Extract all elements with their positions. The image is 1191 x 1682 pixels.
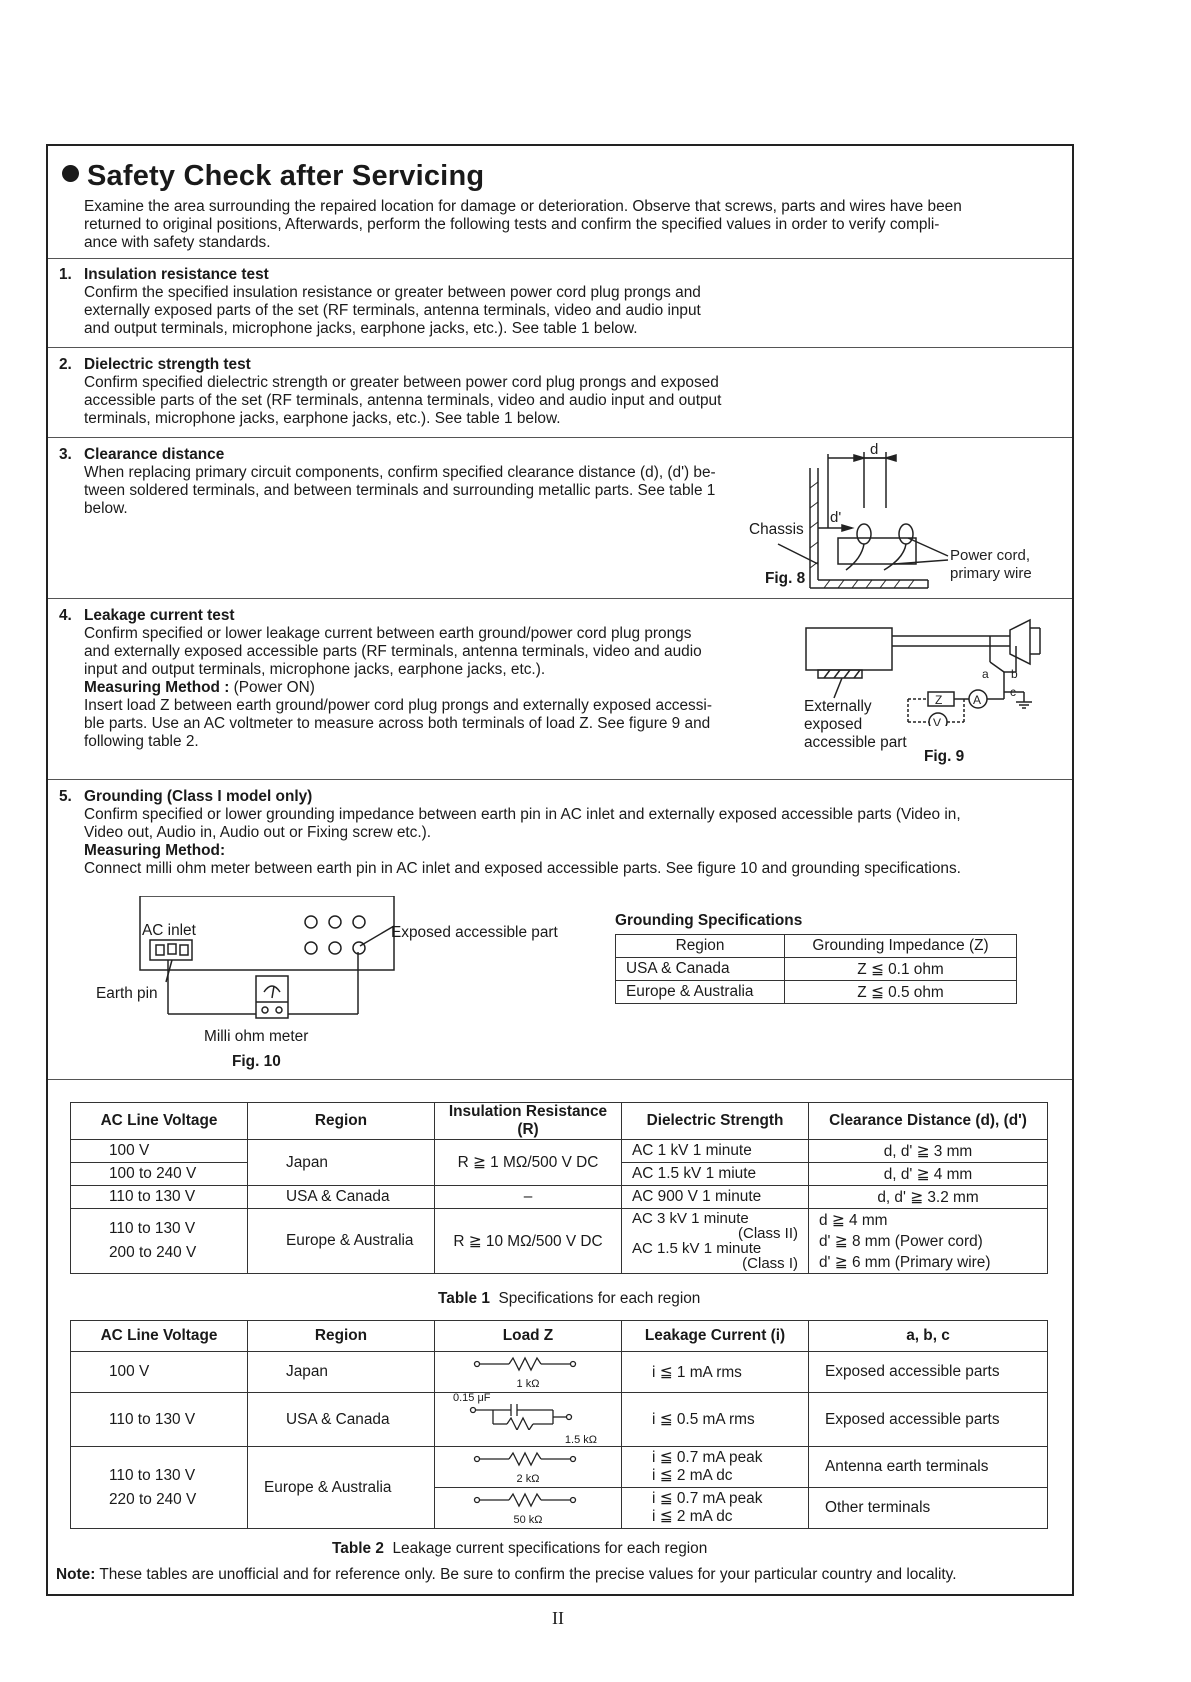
section-heading: Dielectric strength test xyxy=(84,356,251,373)
grounding-title: Grounding Specifications xyxy=(615,912,803,929)
svg-text:V: V xyxy=(933,716,942,726)
table-row: Europe & Australia Z ≦ 0.5 ohm xyxy=(616,981,1017,1004)
fig8-label: Fig. 8 xyxy=(765,570,806,587)
fig8-diagram xyxy=(768,438,1068,598)
divider xyxy=(48,779,1072,780)
method-label: Measuring Method: xyxy=(84,842,226,859)
fig8-dprime-label: d' xyxy=(830,509,842,526)
fig8-power-label: Power cord, xyxy=(950,547,1031,564)
divider xyxy=(48,258,1072,259)
table-row: 100 V Japan 1 kΩ i ≦ 1 mA rms Exposed accessible parts xyxy=(71,1352,1048,1393)
table-1-caption: Table 1 Specifications for each region xyxy=(438,1290,701,1307)
divider xyxy=(48,598,1072,599)
intro-text: Examine the area surrounding the repaired location for damage or deterioration. Observe that screws, parts and wires have been returned to original positions, Afterwards, perform the following tests and confirm the specified values in order to verify compli- ance with safety standards. xyxy=(84,198,962,251)
resistor-icon xyxy=(473,1449,583,1469)
table-row: 100 to 240 V AC 1.5 kV 1 miute d, d' ≧ 4 mm xyxy=(71,1163,1048,1186)
page-title: Safety Check after Servicing xyxy=(62,160,484,193)
fig9-label: Fig. 9 xyxy=(924,748,965,765)
table-row: 100 V Japan R ≧ 1 MΩ/500 V DC AC 1 kV 1 minute d, d' ≧ 3 mm xyxy=(71,1140,1048,1163)
grounding-table xyxy=(615,934,1017,1004)
rc-network-icon xyxy=(463,1404,593,1430)
fig8-primary-label: primary wire xyxy=(950,565,1032,582)
resistor-icon xyxy=(473,1490,583,1510)
table-row: 50 kΩ i ≦ 0.7 mA peak i ≦ 2 mA dc Other terminals xyxy=(71,1488,1048,1529)
table-2: AC Line Voltage Region Load Z Leakage Current (i) a, b, c 100 V Japan 1 kΩ i ≦ 1 mA rms Exposed accessible parts 110 to 130 V USA & Canada 0.15 μF 1.5 kΩ i ≦ 0.5 mA rms Exposed accessible parts 110 to 130 V 220 to 240 V Europe & Australia 2 kΩ i ≦ 0.7 mA peak i ≦ 2 mA dc Antenna earth terminals 50 kΩ i ≦ 0.7 mA peak i ≦ 2 mA dc Other terminals xyxy=(70,1320,1048,1529)
section-heading: Leakage current test xyxy=(84,607,235,624)
table-1: AC Line Voltage Region Insulation Resistance (R) Dielectric Strength Clearance Distance (d), (d') 100 V Japan R ≧ 1 MΩ/500 V DC AC 1 kV 1 minute d, d' ≧ 3 mm 100 to 240 V AC 1.5 kV 1 miute d, d' ≧ 4 mm 110 to 130 V USA & Canada – AC 900 V 1 minute d, d' ≧ 3.2 mm 110 to 130 V 200 to 240 V Europe & Australia R ≧ 10 MΩ/500 V DC AC 3 kV 1 minute (Class II) AC 1.5 kV 1 minute (Class I) d ≧ 4 mm d' ≧ 8 mm (Power cord) d' ≧ 6 mm (Primary wire) xyxy=(70,1102,1048,1274)
fig8-d-label: d xyxy=(870,441,879,458)
page-frame: Safety Check after Servicing Examine the area surrounding the repaired location for damage or deterioration. Observe that screws, parts and wires have been returned to original positions, Afterwards, perform the following tests and confirm the specified values in order to verify compli- ance with safety standards. 1. Insulation resistance test Confirm the specified insulation resistance or greater between power cord plug prongs and externally exposed parts of the set (RF terminals, antenna terminals, video and audio input and output terminals, microphone jacks, earphone jacks, etc.). See table 1 below. 2. Dielectric strength test Confirm specified dielectric strength or greater between power cord plug prongs and exposed accessible parts of the set (RF terminals, antenna terminals, video and audio input and output terminals, microphone jacks, earphone jacks, etc.). See table 1 below. 3. Clearance distance When replacing primary circuit components, confirm specified clearance distance (d), (d') be- tween soldered terminals, and between terminals and surrounding metallic parts. See table 1 below. Chassis Fig. 8 d d' Power cord, primary wire 4. Leakage current test Confirm specified or lower leakage current between earth ground/power cord plug prongs and externally exposed accessible parts (RF terminals, antenna terminals, video and audio input and output terminals, microphone jacks, earphone jacks, etc.). Measuring Method : (Power ON) Insert load Z between earth ground/power cord plug prongs and externally exposed accessi- ble parts. Use an AC voltmeter to measure across both terminals of load Z. See figure 9 and following table 2. Externally exposed accessible part Fig. 9 Z A V a b c 5. Grounding (Class I model only) Confirm specified or lower grounding impedance between earth pin in AC inlet and externally exposed accessible parts (Video in, Video out, Audio in, Audio out or Fixing screw etc.). Measuring Method: Connect milli ohm meter between earth pin in AC inlet and exposed accessible parts. See figure 10 and grounding specifications. AC inlet Earth pin Exposed accessible part Milli ohm meter Fig. 10 Grounding Specifications Region Grounding Impedance (Z) USA & Canada Z ≦ 0.1 ohm Europe & Australia Z ≦ 0.5 ohm AC Line Voltage Region Insulation Resistance (R) Dielectric Strength Clearance Distance (d), (d') 100 V Japan R ≧ 1 MΩ/500 V DC AC 1 kV 1 minute d, d' ≧ 3 mm 100 to 240 V AC 1.5 kV 1 miute d, d' ≧ 4 mm 110 to 130 V USA & Canada – AC 900 V 1 minute d, d' ≧ 3.2 mm 110 to 130 V 200 to 240 V Europe & Australia R ≧ 10 MΩ/500 V DC AC 3 kV 1 minute (Class II) AC 1.5 kV 1 minute (Class I) d ≧ 4 mm d' ≧ 8 mm (Power cord) d' ≧ 6 mm (Primary wire) Table 1 Specifications for each region AC Line Voltage Region Load Z Leakage Current (i) a, b, c 100 V Japan 1 kΩ i ≦ 1 mA rms Exposed accessible parts 110 to 130 V USA & Canada 0.15 μF 1.5 kΩ i ≦ 0.5 mA rms Exposed accessible parts 110 to 130 V 220 to 240 V Europe & Australia 2 kΩ i ≦ 0.7 mA peak i ≦ 2 mA dc Antenna earth terminals 50 kΩ i ≦ 0.7 mA peak i ≦ 2 mA dc Other terminals Table 2 Leakage current specifications for each region Note: These tables are unofficial and for reference only. Be sure to confirm the precise values for your particular country and locality. xyxy=(46,144,1074,1596)
chassis-label: Chassis xyxy=(749,521,804,538)
svg-text:Z: Z xyxy=(935,693,943,707)
table-row: 110 to 130 V USA & Canada – AC 900 V 1 minute d, d' ≧ 3.2 mm xyxy=(71,1186,1048,1209)
fig10-label: Fig. 10 xyxy=(232,1053,281,1070)
note: Note: These tables are unofficial and for reference only. Be sure to confirm the precise values for your particular country and locality. xyxy=(56,1566,957,1583)
milli-ohm-meter-label: Milli ohm meter xyxy=(204,1028,309,1045)
svg-text:a: a xyxy=(982,667,989,681)
divider xyxy=(48,347,1072,348)
resistor-icon xyxy=(473,1354,583,1374)
bullet-icon xyxy=(62,165,79,182)
section-heading: Grounding (Class I model only) xyxy=(84,788,313,805)
section-heading: Clearance distance xyxy=(84,446,225,463)
exposed-part-label: Exposed accessible part xyxy=(391,924,558,941)
svg-text:c: c xyxy=(1010,685,1016,699)
svg-text:A: A xyxy=(973,693,982,707)
fig9-diagram xyxy=(804,606,1072,726)
fig10-diagram xyxy=(88,896,608,1046)
table-row: 110 to 130 V USA & Canada 0.15 μF 1.5 kΩ i ≦ 0.5 mA rms Exposed accessible parts xyxy=(71,1393,1048,1447)
table-row: USA & Canada Z ≦ 0.1 ohm xyxy=(616,958,1017,981)
ac-inlet-label: AC inlet xyxy=(142,922,196,939)
grounding-header: Grounding Impedance (Z) xyxy=(785,935,1017,958)
page-number: II xyxy=(552,1608,564,1628)
section-heading: Insulation resistance test xyxy=(84,266,269,283)
table-row: 110 to 130 V 220 to 240 V Europe & Australia 2 kΩ i ≦ 0.7 mA peak i ≦ 2 mA dc Antenna earth terminals xyxy=(71,1447,1048,1488)
fig9-ext-label: Externally exposed accessible part xyxy=(804,698,907,751)
earth-pin-label: Earth pin xyxy=(96,985,158,1002)
table-row: 110 to 130 V 200 to 240 V Europe & Australia R ≧ 10 MΩ/500 V DC AC 3 kV 1 minute (Class II) AC 1.5 kV 1 minute (Class I) d ≧ 4 mm d' ≧ 8 mm (Power cord) d' ≧ 6 mm (Primary wire) xyxy=(71,1209,1048,1274)
method-label: Measuring Method : xyxy=(84,679,230,696)
table-2-caption: Table 2 Leakage current specifications for each region xyxy=(332,1540,708,1557)
grounding-header: Region xyxy=(616,935,785,958)
divider xyxy=(48,1079,1072,1080)
svg-text:b: b xyxy=(1011,667,1018,681)
